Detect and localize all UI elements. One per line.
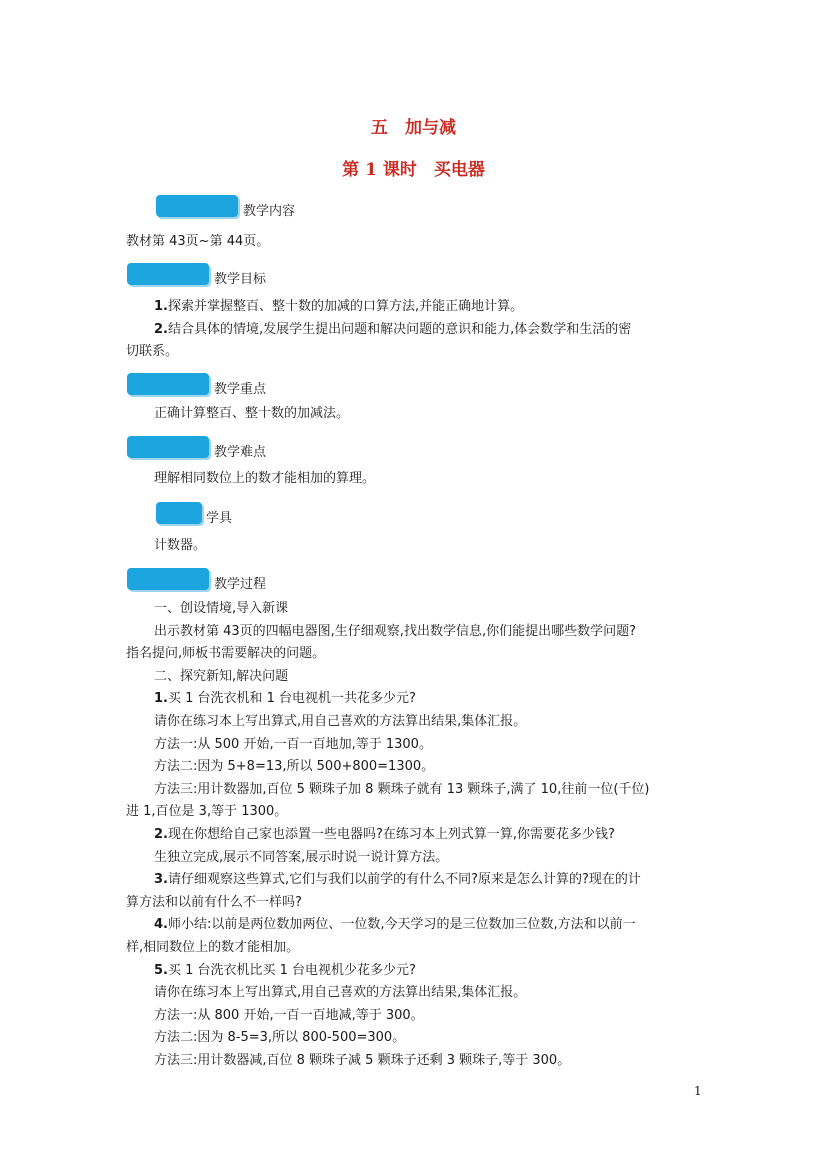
process-line-text: 一、创设情境,导入新课 (154, 601, 289, 616)
process-line-text: 生独立完成,展示不同答案,展示时说一说计算方法。 (154, 850, 449, 865)
section-badge (156, 195, 238, 217)
goal-text: 结合具体的情境,发展学生提出问题和解决问题的意识和能力,体会数学和生活的密 (167, 322, 632, 337)
section-badge (127, 263, 209, 285)
process-line-text: 请你在练习本上写出算式,用自己喜欢的方法算出结果,集体汇报。 (154, 714, 527, 729)
section-heading-label: 教学难点 (214, 445, 267, 460)
process-item-number: 1. (154, 691, 168, 706)
process-line (154, 1053, 570, 1069)
process-line (154, 827, 615, 843)
process-line (154, 1008, 424, 1024)
difficulty-text: 理解相同数位上的数才能相加的算理。 (154, 471, 376, 486)
process-line (154, 1030, 405, 1046)
process-line-text: 二、探究新知,解决问题 (154, 669, 289, 684)
process-line (154, 737, 432, 753)
process-line-text: 请你在练习本上写出算式,用自己喜欢的方法算出结果,集体汇报。 (154, 985, 527, 1000)
page-number: 1 (694, 1084, 702, 1098)
process-line (154, 714, 526, 730)
tools-text: 计数器。 (154, 538, 207, 553)
process-line (154, 691, 416, 707)
section-heading-label: 教学过程 (214, 577, 267, 592)
section-badge (156, 502, 202, 524)
process-line-text: 请仔细观察这些算式,它们与我们以前学的有什么不同?原来是怎么计算的?现在的计 (167, 872, 641, 887)
process-line (154, 669, 288, 685)
process-item-number: 3. (154, 872, 168, 887)
process-line (154, 624, 636, 640)
process-line-text: 师小结:以前是两位数加两位、一位数,今天学习的是三位数加三位数,方法和以前一 (167, 917, 636, 932)
section-heading-label: 教学目标 (214, 272, 267, 287)
section-heading-label: 学具 (206, 511, 233, 526)
section-badge (127, 568, 209, 590)
process-item-number: 5. (154, 963, 168, 978)
process-line-text: 方法二:因为 5+8=13,所以 500+800=1300。 (154, 759, 435, 774)
goal-text: 探索并掌握整百、整十数的加减的口算方法,并能正确地计算。 (167, 299, 524, 314)
section-badge (127, 436, 209, 458)
process-line (154, 850, 448, 866)
lesson-title: 第 1 课时 买电器 (342, 160, 485, 180)
process-line (126, 940, 299, 956)
process-line (154, 759, 434, 775)
process-line-text: 方法三:用计数器减,百位 8 颗珠子减 5 颗珠子还剩 3 颗珠子,等于 300。 (154, 1053, 571, 1068)
process-line-text: 出示教材第 43页的四幅电器图,生仔细观察,找出数学信息,你们能提出哪些数学问题? (154, 624, 636, 639)
process-line (126, 804, 287, 820)
goal-continuation: 切联系。 (126, 344, 179, 359)
process-item-number: 4. (154, 917, 168, 932)
process-line-text: 样,相同数位上的数才能相加。 (126, 940, 300, 955)
process-line-text: 买 1 台洗衣机比买 1 台电视机少花多少元? (167, 963, 416, 978)
key-text: 正确计算整百、整十数的加减法。 (154, 406, 350, 421)
goal-item (154, 322, 631, 338)
process-line (126, 895, 302, 911)
goal-number: 2. (154, 322, 168, 337)
process-line-text: 买 1 台洗衣机和 1 台电视机一共花多少元? (167, 691, 416, 706)
process-line-text: 方法一:从 500 开始,一百一百地加,等于 1300。 (154, 737, 432, 752)
process-line (154, 917, 636, 933)
process-line-text: 指名提问,师板书需要解决的问题。 (126, 646, 326, 661)
process-line-text: 方法一:从 800 开始,一百一百地减,等于 300。 (154, 1008, 424, 1023)
process-line-text: 现在你想给自己家也添置一些电器吗?在练习本上列式算一算,你需要花多少钱? (167, 827, 615, 842)
process-line (154, 985, 526, 1001)
process-line-text: 进 1,百位是 3,等于 1300。 (126, 804, 288, 819)
goal-item (154, 299, 523, 315)
process-line-text: 方法二:因为 8-5=3,所以 800-500=300。 (154, 1030, 406, 1045)
chapter-title: 五 加与减 (371, 118, 456, 138)
process-line (154, 601, 288, 617)
process-line-text: 方法三:用计数器加,百位 5 颗珠子加 8 颗珠子就有 13 颗珠子,满了 10,往前一位(千位) (154, 782, 650, 797)
process-line (154, 872, 641, 888)
section-heading-label: 教学重点 (214, 382, 267, 397)
section-heading-label: 教学内容 (243, 204, 296, 219)
goal-number: 1. (154, 299, 168, 314)
section-badge (127, 373, 209, 395)
process-line (154, 782, 649, 798)
process-line (154, 963, 416, 979)
process-line-text: 算方法和以前有什么不一样吗? (126, 895, 302, 910)
process-item-number: 2. (154, 827, 168, 842)
content-text: 教材第 43页~第 44页。 (126, 234, 270, 249)
process-line (126, 646, 325, 662)
